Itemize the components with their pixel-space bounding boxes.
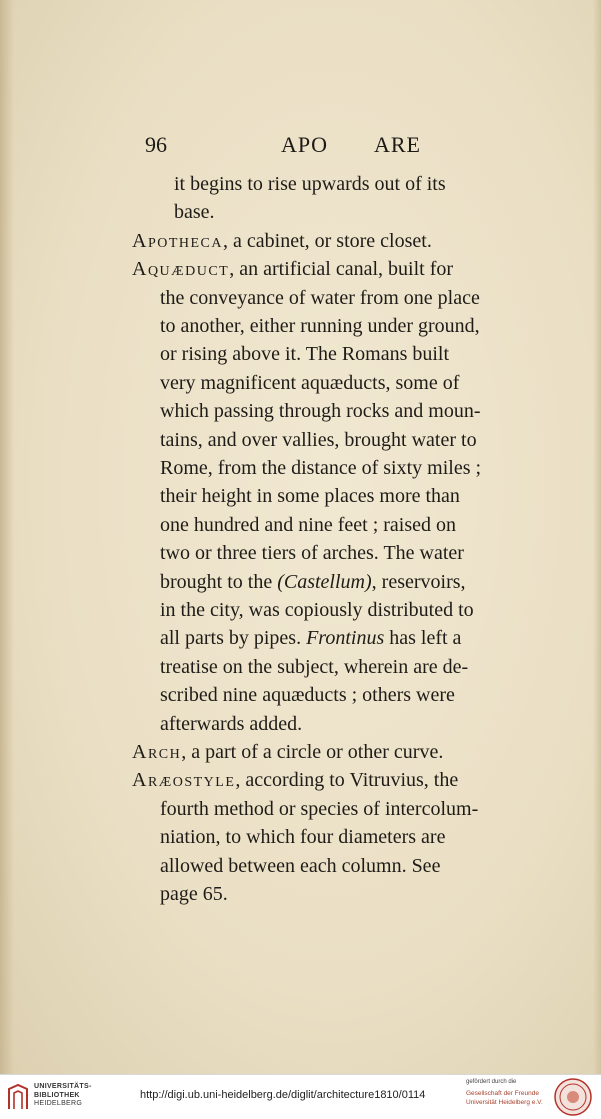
university-seal-icon — [554, 1078, 592, 1116]
text-line: it begins to rise upwards out of its — [174, 173, 446, 195]
viewer-footer — [0, 1074, 601, 1119]
text-line: their height in some places more than — [160, 485, 460, 508]
italic-text: Frontinus — [306, 627, 385, 650]
entry-headword: Aquæduct — [132, 258, 230, 281]
text-line: allowed between each column. See — [160, 854, 441, 877]
entry-headword: Aræostyle — [132, 769, 236, 792]
text-line: treatise on the subject, wherein are de- — [160, 655, 469, 678]
text-line — [160, 568, 466, 596]
library-name-line-1: UNIVERSITÄTS- — [34, 1083, 92, 1090]
text-line: base. — [174, 201, 215, 224]
running-header — [145, 132, 435, 162]
page-edge-right — [593, 0, 601, 1074]
entry-text: , a cabinet, or store closet. — [223, 229, 432, 252]
line-text: brought to the — [160, 570, 278, 593]
text-line: tains, and over vallies, brought water to — [160, 428, 477, 451]
text-line: or rising above it. The Romans built — [160, 343, 450, 366]
text-line: in the city, was copiously distributed to — [160, 599, 474, 621]
text-line — [132, 738, 443, 766]
text-line — [160, 624, 461, 652]
text-line: two or three tiers of arches. The water — [160, 542, 464, 565]
library-logo-icon — [6, 1083, 30, 1111]
sponsor-name — [466, 1089, 543, 1107]
entry-text: , an artificial canal, built for — [229, 258, 454, 281]
page-number: 96 — [145, 132, 167, 157]
header-left-word: APO — [281, 132, 329, 157]
sponsor-line-1: Gesellschaft der Freunde — [466, 1090, 539, 1097]
entry-text: , a part of a circle or other curve. — [181, 741, 444, 763]
text-line — [132, 255, 453, 283]
library-name — [34, 1083, 92, 1109]
page-edge-left — [0, 0, 14, 1074]
text-line: one hundred and nine feet ; raised on — [160, 513, 457, 536]
text-line: to another, either running under ground, — [160, 315, 480, 337]
line-text: has left a — [384, 627, 462, 650]
text-line: Rome, from the distance of sixty miles ; — [160, 457, 482, 479]
text-line: page 65. — [160, 883, 228, 905]
text-line: scribed nine aquæducts ; others were — [160, 684, 455, 707]
header-right-word: ARE — [374, 132, 421, 157]
text-line: afterwards added. — [160, 712, 303, 735]
text-line: fourth method or species of intercolum- — [160, 797, 479, 820]
permalink-url[interactable]: http://digi.ub.uni-heidelberg.de/diglit/architecture1810/0114 — [140, 1089, 426, 1101]
line-text: all parts by pipes. — [160, 627, 307, 650]
line-text: , reservoirs, — [371, 570, 466, 593]
sponsor-line-2: Universität Heidelberg e.V. — [466, 1099, 543, 1106]
entry-headword: Arch — [132, 741, 182, 763]
italic-text: (Castellum) — [277, 570, 372, 593]
text-line: the conveyance of water from one place — [160, 286, 480, 309]
library-name-line-2: BIBLIOTHEK — [34, 1091, 80, 1099]
library-name-line-3: HEIDELBERG — [34, 1100, 83, 1107]
sponsor-label: gefördert durch die — [466, 1079, 517, 1085]
text-line: niation, to which four diameters are — [160, 826, 446, 849]
entry-text: , according to Vitruvius, the — [235, 769, 459, 792]
text-line — [132, 766, 458, 794]
entry-headword: Apotheca — [132, 229, 224, 252]
text-line — [132, 227, 432, 255]
text-line: very magnificent aquæducts, some of — [160, 371, 460, 394]
text-line: which passing through rocks and moun- — [160, 400, 481, 423]
